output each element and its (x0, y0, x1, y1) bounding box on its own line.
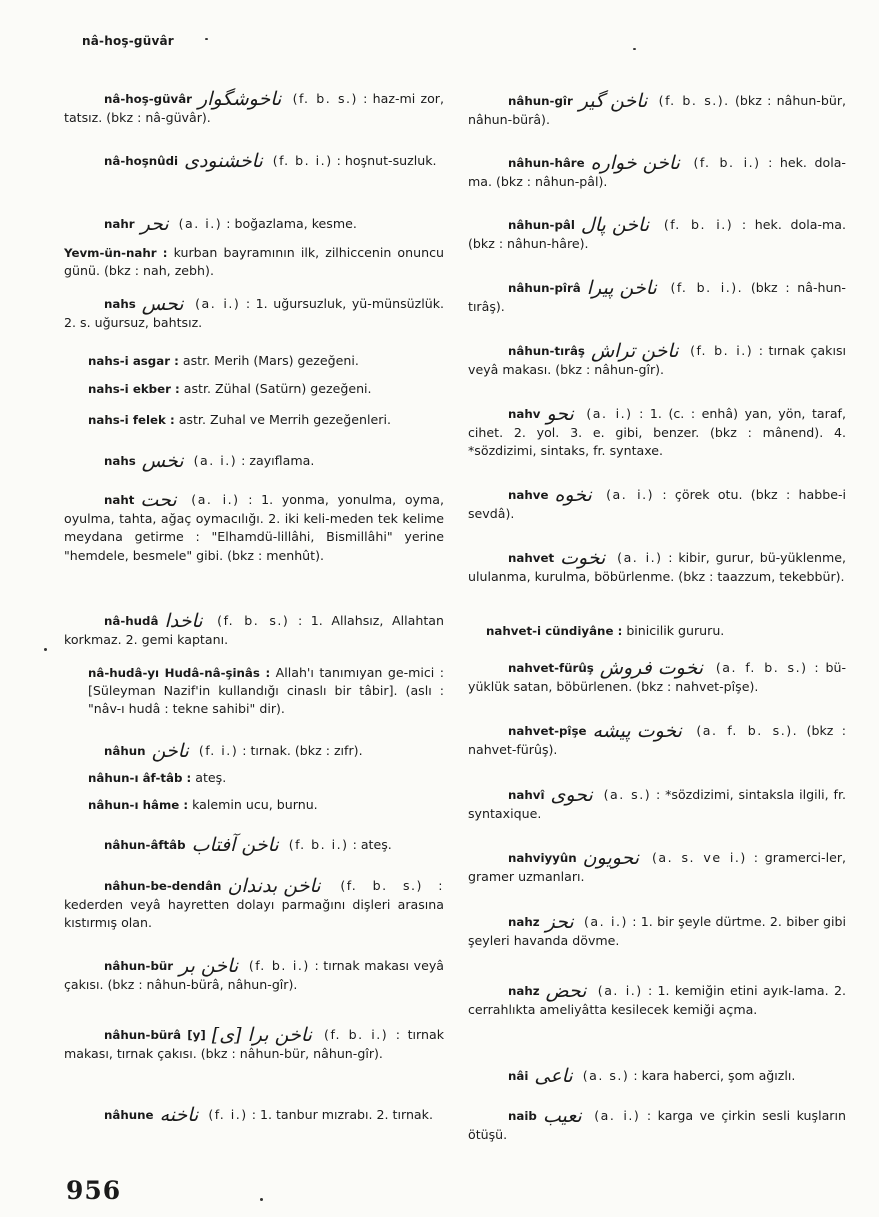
arabic-script: ناخن پیرا (586, 277, 657, 299)
headword: nahvet (508, 551, 555, 565)
definition: : 1. (c. : enhâ) yan, yön, taraf, cihet. 2. yol. 3. e. gibi, benzer. (bkz : mânend). 4. *sözdizimi, sintaks, fr. syntaxe. (468, 406, 846, 458)
arabic-script: ناخن پال (580, 214, 650, 236)
headword: nâhun-ı hâme : (88, 798, 189, 812)
definition: : hoşnut-suzluk. (336, 153, 437, 168)
arabic-script: نخوت فروش (599, 657, 703, 679)
headword: nâhun-hâre (508, 156, 585, 170)
grammar-tag: (f. b. i.) (690, 343, 754, 358)
headword: nâi (508, 1069, 529, 1083)
arabic-script: ناخشنودی (184, 150, 263, 172)
definition: : hek. dola-ma. (bkz : nâhun-pâl). (468, 155, 846, 189)
dictionary-entry (468, 913, 846, 950)
arabic-script: ناخوشگوار (198, 88, 282, 110)
headword: nâhun-bür (104, 959, 174, 973)
headword: Yevm-ün-nahr : (64, 246, 168, 260)
headword: nâhun-gîr (508, 94, 573, 108)
definition: : boğazlama, kesme. (226, 216, 357, 231)
definition: : 1. tanbur mızrabı. 2. tırnak. (251, 1107, 433, 1122)
grammar-tag: (a. s.) (582, 1068, 630, 1083)
headword: nâhun-pâl (508, 218, 575, 232)
headword: nahviyyûn (508, 851, 577, 865)
headword: nahs (104, 297, 136, 311)
grammar-tag: (a. i.) (195, 296, 241, 311)
definition: astr. Merih (Mars) gezeğeni. (182, 353, 359, 368)
headword: nahz (508, 915, 540, 929)
arabic-script: ناخدا (164, 610, 203, 632)
grammar-tag: (f. b. i.) (693, 155, 761, 170)
definition: : çörek otu. (bkz : habbe-i sevdâ). (468, 487, 846, 521)
definition: : haz-mi zor, tatsız. (bkz : nâ-güvâr). (64, 91, 444, 125)
dictionary-entry (468, 405, 846, 461)
arabic-script: نخوت پیشه (592, 720, 682, 742)
arabic-script: ناخن برا [ی] (211, 1024, 312, 1046)
arabic-script: نحر (140, 213, 169, 235)
arabic-script: ناخن بر (179, 955, 239, 977)
definition: : bü-yüklük satan, böbürlenen. (bkz : nahvet-pîşe). (468, 660, 846, 694)
dictionary-entry (64, 612, 444, 649)
print-speck (205, 38, 208, 40)
grammar-tag: (f. i.) (198, 743, 239, 758)
dictionary-entry (468, 342, 846, 379)
print-speck (260, 1198, 263, 1201)
arabic-script: ناخنه (159, 1104, 199, 1126)
headword: nâhune (104, 1108, 154, 1122)
grammar-tag: (a. i.) (597, 983, 643, 998)
grammar-tag: (a. i.) (617, 550, 663, 565)
dictionary-entry (64, 836, 444, 855)
dictionary-subentry (64, 796, 444, 814)
definition: ateş. (195, 770, 227, 785)
grammar-tag: (a. i.) (594, 1108, 641, 1123)
grammar-tag: (f. b. i.) (272, 153, 333, 168)
definition: : 1. Allahsız, Allahtan korkmaz. 2. gemi kaptanı. (64, 613, 444, 647)
arabic-script: نحوی (550, 784, 593, 806)
headword: nahvet-fürûş (508, 661, 594, 675)
dictionary-entry (468, 154, 846, 191)
headword: nahv (508, 407, 541, 421)
definition: kederden veyâ hayretten dolayı parmağını dişleri arasına kıstırmış olan. (64, 896, 444, 930)
headword: naib (508, 1109, 537, 1123)
headword: nâhun (104, 744, 146, 758)
headword: nahs-i asgar : (88, 354, 179, 368)
grammar-tag: (a. i.) (606, 487, 655, 502)
headword: naht (104, 493, 135, 507)
dictionary-subentry (64, 769, 444, 787)
arabic-script: ناخن (151, 740, 189, 762)
arabic-script: ناخن بدندان (227, 875, 321, 897)
headword: nahr (104, 217, 135, 231)
definition: : 1. bir şeyle dürtme. 2. biber gibi şeyleri havanda dövme. (468, 914, 846, 948)
headword: nâhun-pîrâ (508, 281, 581, 295)
definition: : gramerci-ler, gramer uzmanları. (468, 850, 846, 884)
dictionary-entry (468, 849, 846, 886)
definition: astr. Zuhal ve Merrih gezeğenleri. (178, 412, 391, 427)
definition: : ateş. (352, 837, 392, 852)
definition: : kara haberci, şom ağızlı. (633, 1068, 796, 1083)
headword: nahvet-i cündiyâne : (486, 624, 623, 638)
print-speck (44, 648, 47, 651)
dictionary-entry (64, 452, 444, 471)
dictionary-subentry (64, 244, 444, 280)
arabic-script: نخوت (560, 547, 606, 569)
arabic-script: نخوه (554, 484, 592, 506)
dictionary-subentry (468, 622, 846, 640)
grammar-tag: (a. i.) (178, 216, 223, 231)
dictionary-subentry (64, 380, 444, 398)
definition: : tırnak. (bkz : zıfr). (242, 743, 363, 758)
definition: (bkz : nahvet-fürûş). (468, 723, 846, 757)
definition: kurban bayramının ilk, zilhiccenin onuncu günü. (bkz : nah, zebh). (64, 245, 444, 278)
definition: astr. Zühal (Satürn) gezeğeni. (183, 381, 372, 396)
dictionary-entry (64, 1106, 444, 1125)
definition: binicilik gururu. (626, 623, 725, 638)
headword: nâ-hoş-güvâr (104, 92, 192, 106)
arabic-script: نعیب (542, 1105, 582, 1127)
headword: nahvî (508, 788, 545, 802)
grammar-tag: (f. b. s.) (292, 91, 358, 106)
arabic-script: ناخن گیر (578, 90, 648, 112)
definition: : *sözdizimi, sintaksla ilgili, fr. syntaxique. (468, 787, 846, 821)
definition: : hek. dola-ma. (bkz : nâhun-hâre). (468, 217, 846, 251)
arabic-script: نحض (545, 980, 587, 1002)
grammar-tag: (a. f. b. s.) (715, 660, 808, 675)
dictionary-entry (64, 1026, 444, 1063)
headword: nahve (508, 488, 549, 502)
arabic-script: نحو (546, 403, 574, 425)
grammar-tag: (a. f. b. s.). (696, 723, 799, 738)
grammar-tag: (f. b. i.) (248, 958, 310, 973)
dictionary-entry (64, 295, 444, 332)
grammar-tag: (a. i.) (584, 914, 628, 929)
page-number: 956 (66, 1176, 122, 1205)
definition: : 1. yonma, yonulma, oyma, oyulma, tahta, ağaç oymacılığı. 2. iki keli-meden tek kelime meydana getirme : "Elhamdü-lillâhi, Bismillâhi" yerine "hemdele, besmele" gibi. (bkz : menhût). (64, 492, 444, 563)
dictionary-subentry (64, 352, 444, 370)
dictionary-entry (64, 742, 444, 761)
dictionary-entry (64, 877, 444, 933)
dictionary-entry (64, 957, 444, 994)
headword: nâhun-be-dendân (104, 879, 222, 893)
grammar-tag: (f. b. s.). (658, 93, 730, 108)
dictionary-entry (64, 90, 444, 127)
dictionary-entry (64, 215, 444, 234)
definition: : tırnak çakısı veyâ makası. (bkz : nâhun-gîr). (468, 343, 846, 377)
dictionary-entry (468, 722, 846, 759)
definition: kalemin ucu, burnu. (192, 797, 318, 812)
headword: nâhun-tırâş (508, 344, 585, 358)
headword: nâ-hoşnûdi (104, 154, 179, 168)
grammar-tag: (f. b. s.) : (340, 878, 444, 893)
grammar-tag: (f. b. i.). (670, 280, 744, 295)
definition: tırnak makası, tırnak çakısı. (bkz : nâhun-bür, nâhun-gîr). (64, 1027, 444, 1061)
arabic-script: ناخن خواره (590, 152, 680, 174)
definition: : zayıflama. (241, 453, 315, 468)
headword: nâhun-âftâb (104, 838, 186, 852)
arabic-script: ناخن آفتاب (191, 834, 279, 856)
headword: nahs (104, 454, 136, 468)
dictionary-entry (64, 491, 444, 565)
headword: nahz (508, 984, 540, 998)
arabic-script: ناعی (534, 1065, 573, 1087)
arabic-script: نحت (140, 489, 177, 511)
grammar-tag: (f. b. i.) : (324, 1027, 402, 1042)
dictionary-entry (468, 982, 846, 1019)
dictionary-entry (468, 786, 846, 823)
dictionary-entry (468, 486, 846, 523)
headword: nahvet-pîşe (508, 724, 587, 738)
dictionary-entry (64, 152, 444, 171)
headword: nâhun-ı âf-tâb : (88, 771, 192, 785)
grammar-tag: (a. i.) (193, 453, 238, 468)
dictionary-entry (468, 92, 846, 129)
grammar-tag: (f. b. i.) (663, 217, 734, 232)
headword: nâhun-bürâ [y] (104, 1028, 206, 1042)
definition: : kibir, gurur, bü-yüklenme, ululanma, kurulma, böbürlenme. (bkz : taazzum, tekebbür). (468, 550, 846, 584)
dictionary-entry (468, 279, 846, 316)
headword: nahs-i felek : (88, 413, 175, 427)
definition: (bkz : nâhun-bür, nâhun-bürâ). (468, 93, 846, 127)
headword: nâ-hudâ (104, 614, 159, 628)
definition: : 1. uğursuzluk, yü-münsüzlük. 2. s. uğursuz, bahtsız. (64, 296, 444, 330)
grammar-tag: (a. i.) (586, 406, 633, 421)
arabic-script: ناخن تراش (590, 340, 679, 362)
grammar-tag: (a. s.) (603, 787, 652, 802)
grammar-tag: (a. i.) (191, 492, 240, 507)
definition: : karga ve çirkin sesli kuşların ötüşü. (468, 1108, 846, 1142)
arabic-script: نحز (545, 911, 574, 933)
definition: : 1. kemiğin etini ayık-lama. 2. cerrahlıkta ameliyâtta kesilecek kemiği açma. (468, 983, 846, 1017)
dictionary-entry (468, 659, 846, 696)
headword: nahs-i ekber : (88, 382, 180, 396)
dictionary-subentry (64, 411, 444, 429)
dictionary-subentry (64, 664, 444, 718)
grammar-tag: (f. b. i.) (288, 837, 349, 852)
arabic-script: نحس (141, 293, 184, 315)
dictionary-entry (468, 1067, 846, 1086)
dictionary-entry (468, 1107, 846, 1144)
grammar-tag: (f. b. s.) (217, 613, 290, 628)
arabic-script: نحویون (582, 847, 640, 869)
arabic-script: نخس (141, 450, 184, 472)
headword: nâ-hudâ-yı Hudâ-nâ-şinâs : (88, 666, 271, 680)
dictionary-entry (468, 216, 846, 253)
definition: Allah'ı tanımıyan ge-mici : [Süleyman Nazif'in kullandığı cinaslı bir tâbir]. (aslı : "nâv-ı hudâ : tekne sahibi" dir). (88, 665, 444, 716)
grammar-tag: (f. i.) (208, 1107, 248, 1122)
grammar-tag: (a. s. ve i.) (651, 850, 747, 865)
dictionary-entry (468, 549, 846, 586)
print-speck (633, 48, 636, 50)
definition: : tırnak makası veyâ çakısı. (bkz : nâhun-bürâ, nâhun-gîr). (64, 958, 445, 992)
definition: (bkz : nâ-hun-tırâş). (468, 280, 846, 314)
running-head: nâ-hoş-güvâr (82, 34, 174, 48)
